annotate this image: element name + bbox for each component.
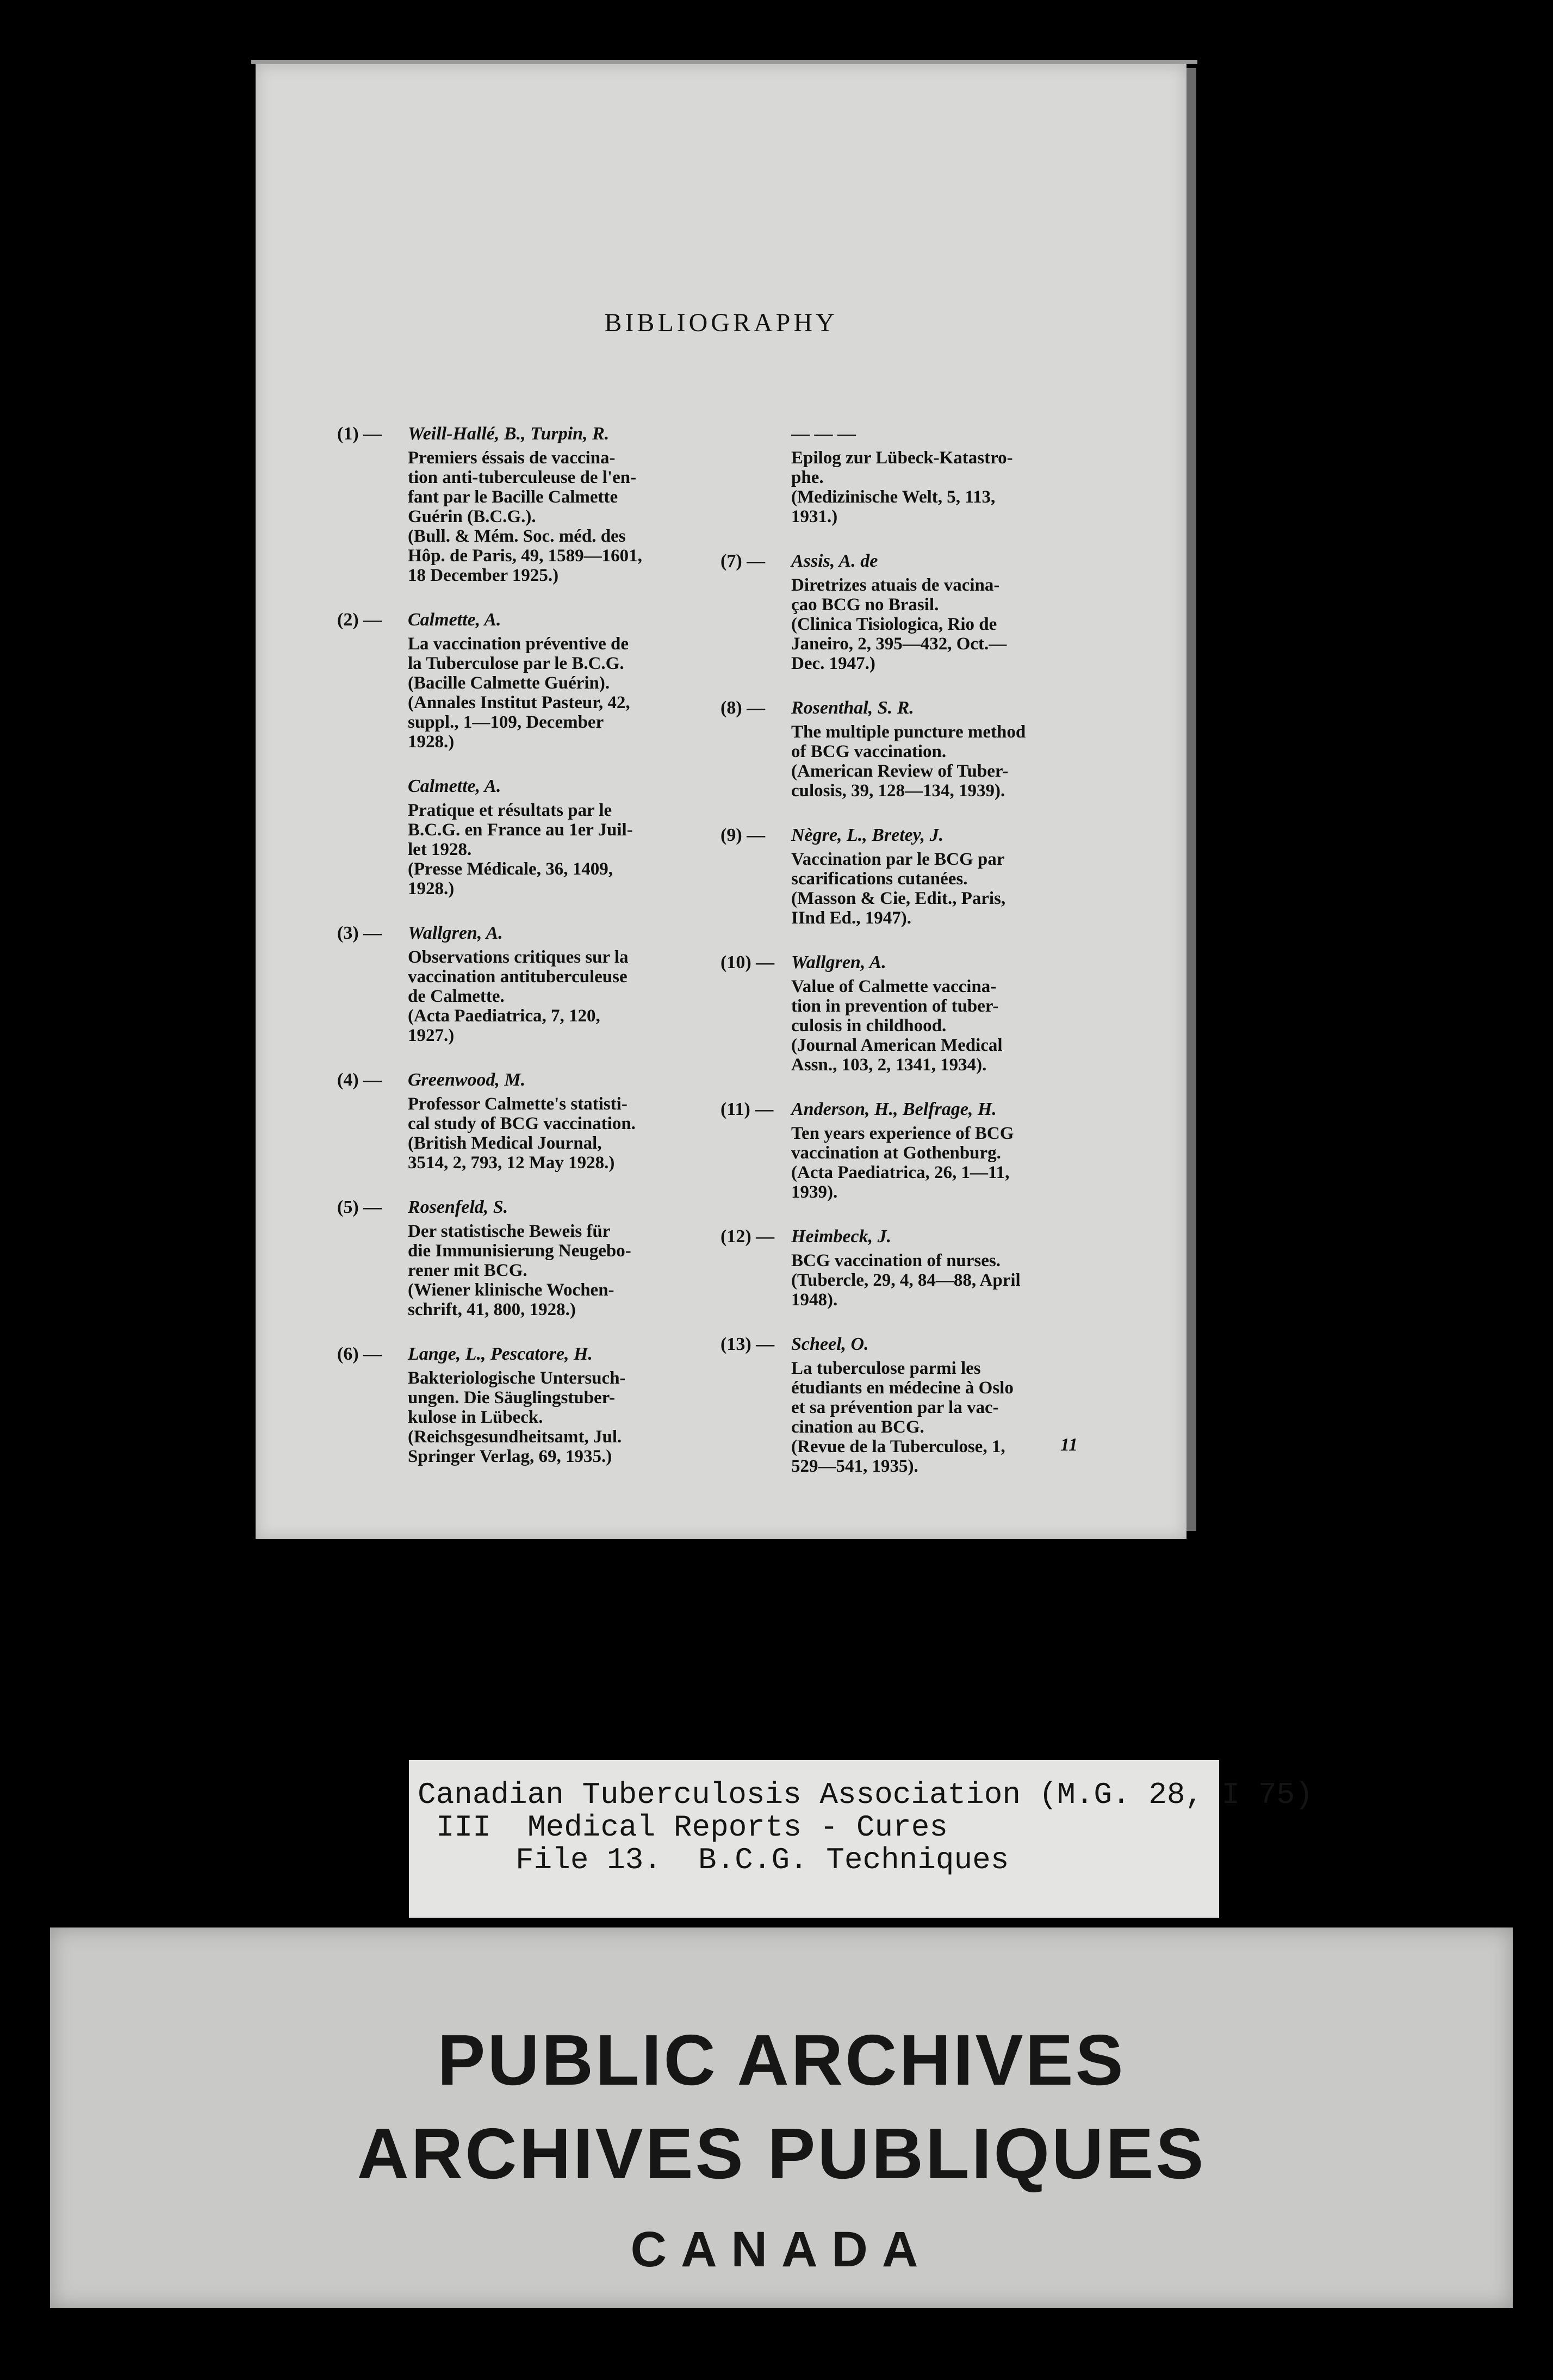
entry-authors: Wallgren, A. (791, 952, 886, 972)
bibliography-page (256, 64, 1187, 1539)
file-label-series: III Medical Reports - Cures (436, 1810, 948, 1845)
entry-body: Diretrizes atuais de vacina- çao BCG no Brasil. (Clinica Tisiologica, Rio de Janeiro, 2, 395—432, Oct.— Dec. 1947.) (791, 575, 1007, 673)
bibliography-entry (720, 697, 1139, 801)
entry-authors: Greenwood, M. (408, 1070, 526, 1090)
entry-body: Pratique et résultats par le B.C.G. en France au 1er Juil- let 1928. (Presse Médicale, 36, 1409, 1928.) (408, 801, 633, 898)
entry-authors: Nègre, L., Bretey, J. (791, 825, 944, 845)
entry-authors: Calmette, A. (408, 776, 501, 796)
entry-body: Bakteriologische Untersuch- ungen. Die Säuglingstuber- kulose in Lübeck. (Reichsgesundheitsamt, Jul. Springer Verlag, 69, 1935.) (408, 1368, 626, 1466)
entry-number: (8) — (720, 698, 766, 718)
bibliography-entry (337, 1069, 756, 1173)
entry-body: La tuberculose parmi les étudiants en médecine à Oslo et sa prévention par la vac- cination au BCG. (Revue de la Tuberculose, 1, 529—541, 1935). (791, 1359, 1014, 1476)
page-right-edge (1187, 68, 1196, 1531)
entry-body: Vaccination par le BCG par scarifications cutanées. (Masson & Cie, Edit., Paris, IInd Ed., 1947). (791, 850, 1006, 928)
bibliography-entry (337, 423, 756, 585)
archive-stamp (50, 1927, 1513, 2308)
entry-body: The multiple puncture method of BCG vaccination. (American Review of Tuber- culosis, 39, 128—134, 1939). (791, 722, 1026, 801)
entry-body: BCG vaccination of nurses. (Tubercle, 29, 4, 84—88, April 1948). (791, 1251, 1021, 1310)
file-label-file: File 13. B.C.G. Techniques (515, 1843, 1009, 1877)
entry-authors: Lange, L., Pescatore, H. (408, 1344, 593, 1364)
entry-number: (11) — (720, 1099, 774, 1119)
entry-number: (2) — (337, 610, 382, 630)
entry-body: La vaccination préventive de la Tuberculose par le B.C.G. (Bacille Calmette Guérin). (Annales Institut Pasteur, 42, suppl., 1—109, December 1928.) (408, 634, 630, 752)
page-title: BIBLIOGRAPHY (604, 308, 838, 337)
stamp-line-french: ARCHIVES PUBLIQUES (357, 2114, 1206, 2193)
file-label-collection: Canadian Tuberculosis Association (M.G. 28, I 75) (418, 1777, 1313, 1812)
entry-number: (4) — (337, 1070, 382, 1090)
entry-authors: Scheel, O. (791, 1334, 869, 1354)
entry-number: (5) — (337, 1197, 382, 1217)
bibliography-entry (337, 1197, 756, 1319)
entry-number: (1) — (337, 424, 382, 444)
stamp-line-country: CANADA (630, 2222, 933, 2277)
bibliography-entry (337, 776, 756, 898)
entry-number: (13) — (720, 1334, 775, 1354)
entry-authors: Weill-Hallé, B., Turpin, R. (408, 424, 610, 444)
entry-body: Observations critiques sur la vaccination antituberculeuse de Calmette. (Acta Paediatrica, 7, 120, 1927.) (408, 947, 629, 1045)
entry-body: Premiers éssais de vaccina- tion anti-tuberculeuse de l'en- fant par le Bacille Calmette Guérin (B.C.G.). (Bull. & Mém. Soc. méd. des Hôp. de Paris, 49, 1589—1601, 18 December 1925.) (408, 448, 642, 585)
entry-number: (3) — (337, 923, 382, 943)
bibliography-entry (720, 423, 1139, 526)
bibliography-entry (337, 609, 756, 752)
entry-body: Epilog zur Lübeck-Katastro- phe. (Medizinische Welt, 5, 113, 1931.) (791, 448, 1013, 526)
bibliography-entry (337, 1343, 756, 1466)
entry-authors: Wallgren, A. (408, 923, 503, 943)
entry-body: Value of Calmette vaccina- tion in prevention of tuber- culosis in childhood. (Journal American Medical Assn., 103, 2, 1341, 1934). (791, 977, 1003, 1075)
bibliography-entry (720, 1226, 1139, 1310)
entry-number: (9) — (720, 825, 766, 845)
bibliography-entry (337, 922, 756, 1045)
bibliography-entry (720, 825, 1139, 928)
stamp-line-english: PUBLIC ARCHIVES (437, 2020, 1126, 2100)
entry-number: (10) — (720, 952, 775, 972)
page-number: 11 (1060, 1435, 1078, 1455)
entry-body: Professor Calmette's statisti- cal study of BCG vaccination. (British Medical Journal, 3514, 2, 793, 12 May 1928.) (408, 1094, 636, 1173)
left-column (337, 423, 756, 1490)
bibliography-entry (720, 550, 1139, 673)
entry-body: Der statistische Beweis für die Immunisierung Neugebo- rener mit BCG. (Wiener klinische Wochen- schrift, 41, 800, 1928.) (408, 1222, 631, 1319)
entry-number: (7) — (720, 551, 766, 571)
entry-authors: Rosenfeld, S. (408, 1197, 508, 1217)
entry-number: (6) — (337, 1344, 382, 1364)
entry-authors: Anderson, H., Belfrage, H. (791, 1099, 997, 1119)
file-label (409, 1760, 1313, 1918)
entry-body: Ten years experience of BCG vaccination at Gothenburg. (Acta Paediatrica, 26, 1—11, 1939). (791, 1124, 1014, 1202)
right-column (720, 423, 1139, 1500)
bibliography-entry (720, 952, 1139, 1075)
entry-authors: Rosenthal, S. R. (791, 698, 914, 718)
entry-authors: — — — (791, 424, 856, 444)
entry-authors: Calmette, A. (408, 610, 501, 630)
entry-number: (12) — (720, 1226, 775, 1247)
page-top-edge (251, 60, 1197, 64)
entry-authors: Heimbeck, J. (791, 1226, 892, 1247)
entry-authors: Assis, A. de (791, 551, 878, 571)
bibliography-entry (720, 1099, 1139, 1202)
